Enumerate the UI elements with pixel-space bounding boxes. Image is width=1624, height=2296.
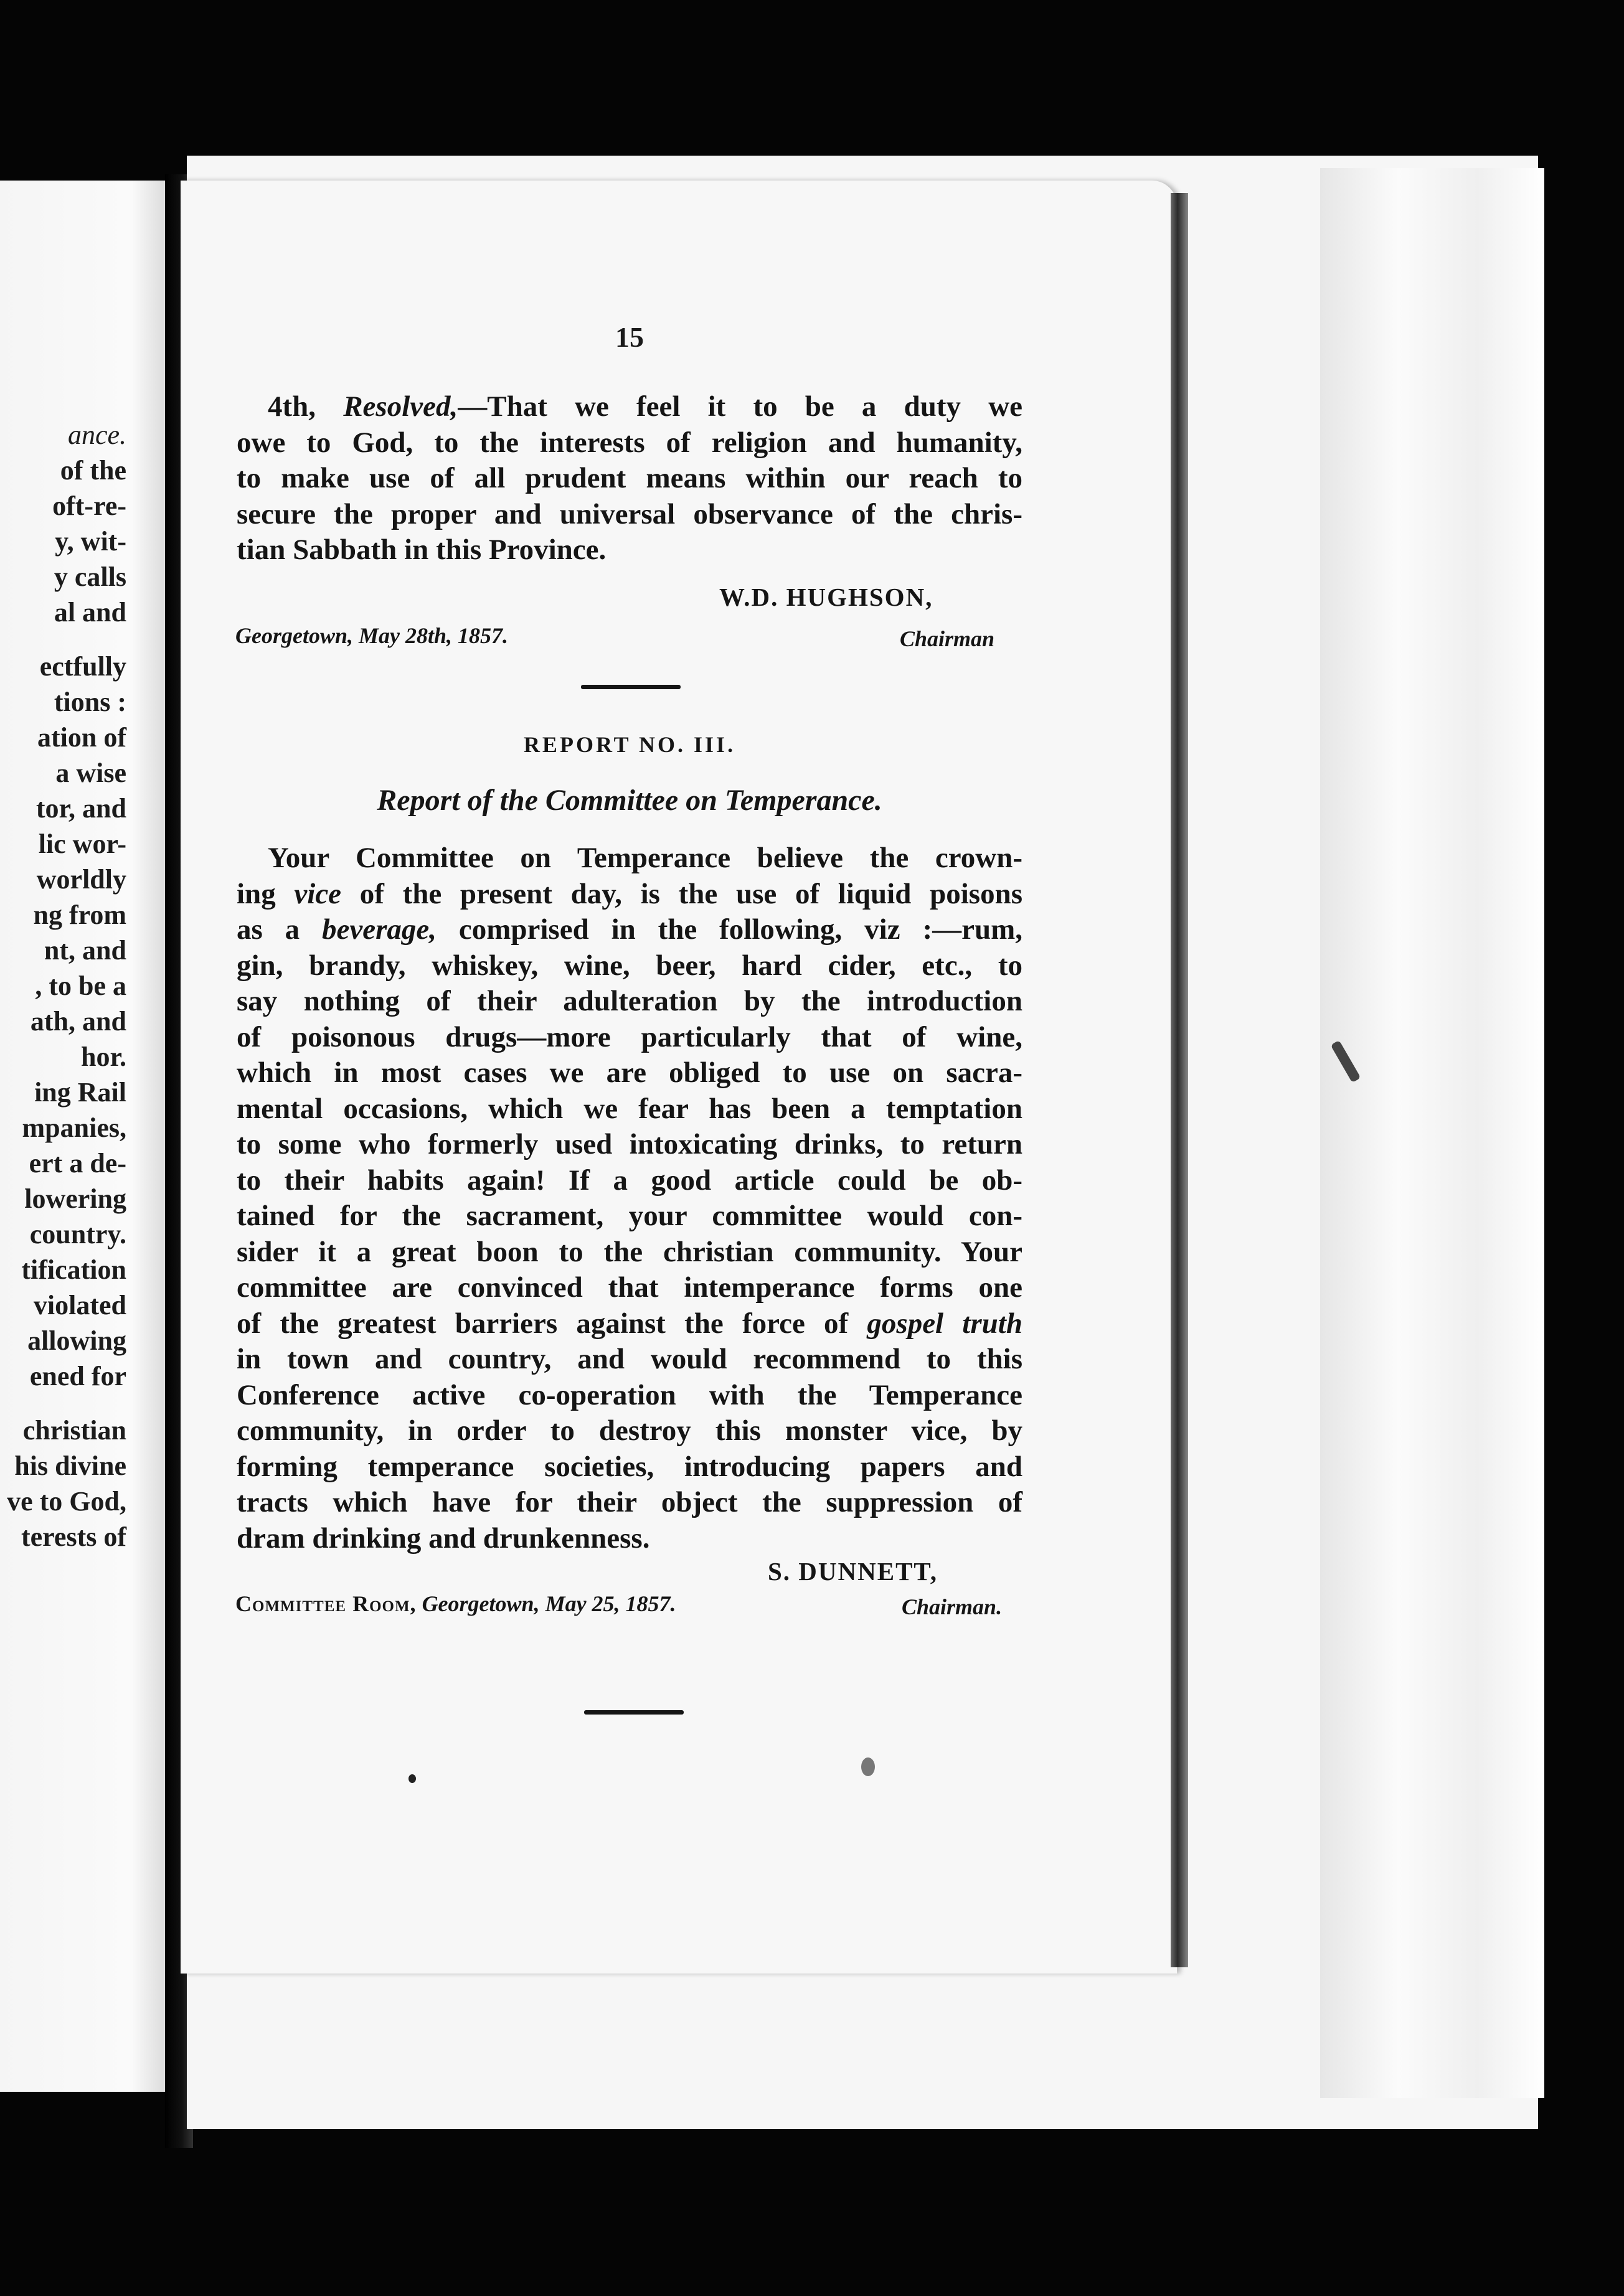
line-text: 4th, — [268, 390, 344, 423]
page-content — [237, 0, 1022, 2296]
facing-left-page — [0, 181, 165, 2092]
text-line — [237, 1521, 1022, 1557]
text-line — [237, 877, 1022, 913]
line-text: Conference active co-operation with the Temperance — [237, 1378, 1022, 1411]
signature-place-caps: Committee Room, — [235, 1591, 417, 1616]
left-page-line: oft-re- — [52, 491, 126, 521]
text-line — [237, 1091, 1022, 1127]
left-page-line: his divine — [14, 1451, 126, 1481]
left-page-line: ing Rail — [34, 1077, 126, 1108]
left-page-line: y calls — [54, 562, 126, 592]
page-edge-shadow — [1171, 193, 1188, 1967]
text-line — [237, 840, 1022, 877]
line-text: Your Committee on Temperance believe the crown- — [268, 842, 1022, 874]
left-page-line: ath, and — [30, 1006, 126, 1037]
line-text: forming temperance societies, introducing papers and — [237, 1450, 1022, 1483]
report-subheading: Report of the Committee on Temperance. — [377, 784, 882, 817]
signature-name-1: W.D. HUGHSON, — [719, 583, 933, 611]
left-page-line: mpanies, — [22, 1113, 126, 1143]
section-rule-1 — [581, 685, 681, 689]
line-text: tracts which have for their object the suppression of — [237, 1486, 1022, 1518]
line-text: sider it a great boon to the christian community. Your — [237, 1235, 1022, 1268]
text-line — [237, 461, 1022, 497]
left-page-line: allowing — [27, 1325, 126, 1356]
left-page-line: tions : — [54, 687, 126, 717]
left-page-line: of the — [60, 455, 126, 486]
text-line — [237, 1020, 1022, 1056]
emphasis-text: gospel truth — [867, 1307, 1022, 1340]
left-page-line: , to be a — [35, 971, 126, 1001]
line-text: community, in order to destroy this monster vice, by — [237, 1414, 1022, 1447]
line-text: which in most cases we are obliged to use on sacra- — [237, 1056, 1022, 1089]
line-text: as a — [237, 913, 323, 946]
text-line — [237, 1342, 1022, 1378]
left-page-line: ance. — [67, 420, 126, 450]
left-page-line: ert a de- — [29, 1148, 126, 1179]
line-text: of the present day, is the use of liquid poisons — [341, 877, 1022, 910]
text-line — [237, 1449, 1022, 1485]
line-text: to make use of all prudent means within our reach to — [237, 462, 1022, 494]
text-line — [237, 1413, 1022, 1449]
left-page-line: christian — [22, 1415, 126, 1446]
left-page-line: worldly — [36, 864, 126, 895]
left-page-line: nt, and — [44, 935, 126, 966]
left-page-line: violated — [33, 1290, 126, 1320]
emphasis-text: beverage, — [322, 913, 437, 946]
emphasis-text: Resolved, — [343, 390, 458, 423]
line-text: tian Sabbath in this Province. — [237, 534, 607, 566]
text-line — [237, 1378, 1022, 1414]
signature-place-2 — [235, 1591, 676, 1617]
line-text: mental occasions, which we fear has been a temptation — [237, 1092, 1022, 1125]
line-text: secure the proper and universal observance of the chris- — [237, 497, 1022, 530]
text-line — [237, 1270, 1022, 1306]
line-text: —That we feel it to be a duty we — [458, 390, 1022, 423]
left-page-line: tification — [21, 1254, 126, 1285]
report-heading: REPORT NO. III. — [523, 732, 736, 757]
line-text: tained for the sacrament, your committee would con- — [237, 1200, 1022, 1232]
line-text: owe to God, to the interests of religion and humanity, — [237, 426, 1022, 459]
left-page-line: terests of — [21, 1522, 126, 1552]
text-line — [237, 1127, 1022, 1163]
left-page-line: a wise — [55, 758, 126, 788]
left-page-line: hor. — [81, 1042, 126, 1072]
signature-name-2: S. DUNNETT, — [768, 1557, 938, 1586]
line-text: say nothing of their adulteration by the introduction — [237, 985, 1022, 1017]
signature-title-2: Chairman. — [902, 1594, 1003, 1619]
left-page-line: ectfully — [39, 651, 126, 682]
signature-title-1: Chairman — [900, 626, 995, 651]
left-page-text — [7, 417, 126, 1555]
line-text: gin, brandy, whiskey, wine, beer, hard cider, etc., to — [237, 949, 1022, 982]
line-text: to their habits again! If a good article could be ob- — [237, 1164, 1022, 1197]
line-text: committee are convinced that intemperance forms one — [237, 1271, 1022, 1304]
text-line — [237, 1163, 1022, 1199]
left-page-line: lic wor- — [38, 829, 126, 859]
paper-speck — [408, 1774, 416, 1783]
page-number: 15 — [615, 321, 644, 353]
text-line — [237, 1235, 1022, 1271]
section-rule-2 — [584, 1710, 684, 1715]
line-text: ing — [237, 877, 295, 910]
text-line — [237, 532, 1022, 568]
signature-place-1: Georgetown, May 28th, 1857. — [235, 623, 509, 648]
line-text: of poisonous drugs—more particularly that of wine, — [237, 1020, 1022, 1053]
left-page-line: lowering — [24, 1183, 126, 1214]
line-text: to some who formerly used intoxicating drinks, to return — [237, 1128, 1022, 1160]
left-page-line: country. — [29, 1219, 126, 1249]
text-line — [237, 948, 1022, 984]
signature-place-rest: Georgetown, May 25, 1857. — [416, 1591, 676, 1616]
page-stack-edge — [1320, 168, 1544, 2098]
left-page-line: ation of — [37, 722, 126, 753]
left-page-line: tor, and — [35, 793, 126, 824]
text-line — [237, 497, 1022, 533]
text-line — [237, 425, 1022, 461]
left-page-line: al and — [54, 597, 126, 628]
text-line — [237, 984, 1022, 1020]
text-line — [237, 912, 1022, 948]
resolution-paragraph — [237, 389, 1022, 568]
report-paragraph — [237, 840, 1022, 1556]
line-text: dram drinking and drunkenness. — [237, 1522, 650, 1555]
line-text: comprised in the following, viz :—rum, — [437, 913, 1022, 946]
text-line — [237, 1198, 1022, 1235]
left-page-line: ng from — [33, 900, 126, 930]
left-page-line: ened for — [29, 1361, 126, 1391]
line-text: in town and country, and would recommend to this — [237, 1343, 1022, 1375]
paper-spot — [861, 1757, 875, 1776]
line-text: of the greatest barriers against the force of — [237, 1307, 867, 1340]
emphasis-text: vice — [294, 877, 342, 910]
left-page-line: ve to God, — [7, 1486, 126, 1517]
text-line — [237, 1306, 1022, 1342]
text-line — [237, 389, 1022, 425]
left-page-line: y, wit- — [55, 526, 126, 557]
text-line — [237, 1055, 1022, 1091]
text-line — [237, 1485, 1022, 1521]
